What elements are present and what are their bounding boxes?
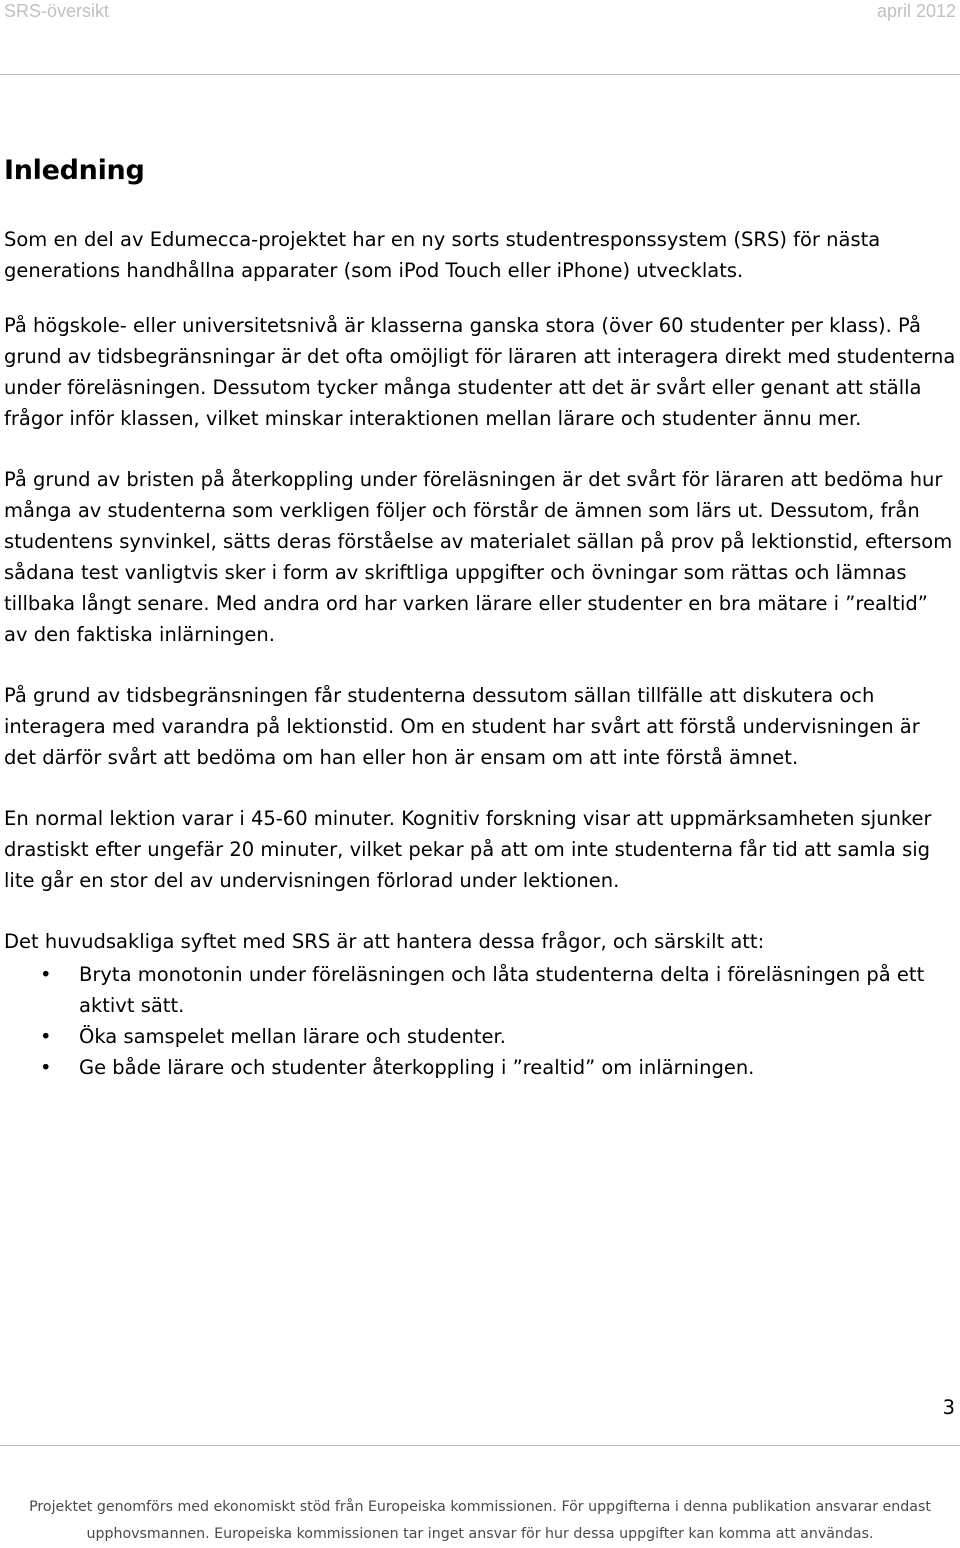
paragraph: På högskole- eller universitetsnivå är klasserna ganska stora (över 60 studenter per klass). På grund av tidsbegränsningar är det ofta omöjligt för läraren att interagera direkt med studenterna under föreläsningen. Dessutom tycker många studenter att det är svårt eller genant att ställa frågor inför klassen, vilket minskar interaktionen mellan lärare och studenter ännu mer.: [4, 314, 956, 430]
paragraph: En normal lektion varar i 45-60 minuter. Kognitiv forskning visar att uppmärksamheten sjunker drastiskt efter ungefär 20 minuter, vilket pekar på att om inte studenterna får tid att samla sig lite går en stor del av undervisningen förlorad under lektionen.: [4, 807, 932, 892]
page-footer: [0, 1494, 960, 1548]
header-date: april 2012: [876, 1, 956, 21]
header-divider: [0, 74, 960, 75]
list-item-text: Öka samspelet mellan lärare och studenter.: [79, 1025, 506, 1048]
paragraph: På grund av bristen på återkoppling under föreläsningen är det svårt för läraren att bedöma hur många av studenterna som verkligen följer och förstår de ämnen som lärs ut. Dessutom, från studentens synvinkel, sätts deras förståelse av materialet sällan på prov på lektionstid, eftersom sådana test vanligtvis sker i form av skriftliga uppgifter och övningar som rättas och lämnas tillbaka långt senare. Med andra ord har varken lärare eller studenter en bra mätare i ”realtid” av den faktiska inlärningen.: [4, 468, 953, 646]
list-item-text: Ge både lärare och studenter återkoppling i ”realtid” om inlärningen.: [79, 1056, 755, 1079]
footer-disclaimer-line-1: Projektet genomförs med ekonomiskt stöd från Europeiska kommissionen. För uppgifterna i denna publikation ansvarar endast: [29, 1499, 931, 1515]
paragraph: Som en del av Edumecca-projektet har en ny sorts studentresponssystem (SRS) för nästa generations handhållna apparater (som iPod Touch eller iPhone) utvecklats.: [4, 228, 881, 282]
body-content: [4, 224, 956, 1083]
page-number: 3: [942, 1396, 955, 1419]
paragraph: På grund av tidsbegränsningen får studenterna dessutom sällan tillfälle att diskutera och interagera med varandra på lektionstid. Om en student har svårt att förstå undervisningen är det därför svårt att bedöma om han eller hon är ensam om att inte förstå ämnet.: [4, 684, 920, 769]
list-item-text: Bryta monotonin under föreläsningen och låta studenterna delta i föreläsningen på ett aktivt sätt.: [79, 963, 925, 1017]
paragraph: Det huvudsakliga syftet med SRS är att hantera dessa frågor, och särskilt att:: [4, 930, 765, 953]
list-item: [4, 1021, 956, 1052]
bullet-marker: •: [40, 1056, 52, 1079]
bullet-marker: •: [40, 1025, 52, 1048]
section-heading: Inledning: [4, 155, 145, 186]
footer-disclaimer-line-2: upphovsmannen. Europeiska kommissionen tar inget ansvar för hur dessa uppgifter kan komma att användas.: [86, 1526, 874, 1542]
bullet-list: [4, 959, 956, 1083]
bullet-marker: •: [40, 963, 52, 986]
list-item: [4, 959, 956, 1021]
page-header: [4, 0, 956, 36]
footer-divider: [0, 1445, 960, 1446]
header-document-title: SRS-översikt: [4, 1, 110, 21]
list-item: [4, 1052, 956, 1083]
